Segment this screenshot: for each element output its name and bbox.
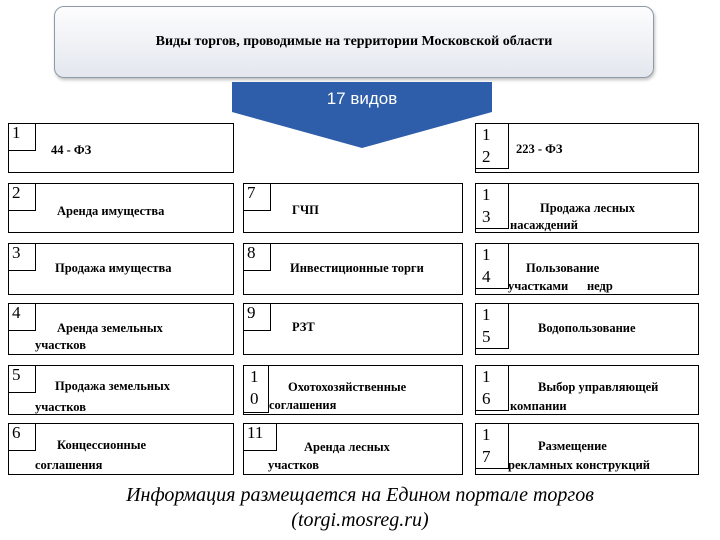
item-label-line2: участками недр (508, 279, 613, 293)
item-label-line1: Аренда земельных (57, 321, 163, 335)
item-label: 44 - ФЗ (51, 143, 92, 157)
list-item (243, 423, 463, 475)
item-label-line1: Концессионные (57, 438, 147, 452)
footer-line-2: (torgi.mosreg.ru) (291, 509, 429, 531)
header-title: Виды торгов, проводимые на территории Московской области (155, 34, 553, 49)
item-label-line2: участков (35, 400, 86, 414)
footer-line-1: Информация размещается на Едином портале торгов (126, 484, 594, 506)
item-number-digit-2: 3 (482, 207, 491, 226)
list-item (475, 243, 699, 295)
item-number (475, 423, 509, 469)
item-number: 4 (8, 303, 36, 331)
item-number-digit-2: 4 (482, 267, 491, 286)
list-item (8, 243, 234, 295)
list-item (8, 423, 234, 475)
item-number: 1 (8, 123, 36, 151)
item-label: Инвестиционные торги (290, 261, 424, 275)
item-number: 5 (8, 365, 36, 393)
item-label-line1: Размещение (538, 439, 607, 453)
arrow-label: 17 видов (326, 89, 398, 108)
item-number: 8 (243, 243, 271, 271)
item-label-line1: Выбор управляющей (538, 380, 659, 394)
list-item (475, 183, 699, 233)
item-number-digit-2: 7 (482, 447, 491, 466)
item-label-line2: насаждений (510, 218, 578, 232)
list-item (243, 183, 463, 233)
item-label-line1: Продажа земельных (55, 379, 171, 393)
list-item (8, 183, 234, 233)
item-number-digit-2: 0 (250, 389, 259, 408)
item-number-digit-1: 1 (482, 425, 491, 444)
list-item (475, 303, 699, 355)
list-item (8, 303, 234, 355)
item-number: 6 (8, 423, 36, 451)
list-item (243, 365, 463, 415)
list-item (475, 123, 699, 173)
item-number: 2 (8, 183, 36, 211)
item-label-line2: рекламных конструкций (508, 458, 650, 472)
item-number-digit-1: 1 (482, 125, 491, 144)
item-number-digit-2: 6 (482, 389, 491, 408)
item-number: 11 (243, 423, 277, 451)
item-label-line2: компании (510, 399, 567, 413)
item-number: 3 (8, 243, 36, 271)
item-label-line1: Пользование (526, 261, 600, 275)
item-label: 223 - ФЗ (516, 142, 563, 156)
item-label-line1: Охотохозяйственные (288, 380, 407, 394)
item-number-digit-1: 1 (482, 245, 491, 264)
item-label: Аренда имущества (57, 204, 165, 218)
item-number: 9 (243, 303, 271, 331)
item-number-digit-2: 2 (482, 147, 491, 166)
item-label: ГЧП (292, 203, 319, 217)
item-number-digit-2: 5 (482, 327, 491, 346)
item-number (475, 303, 509, 349)
list-item (243, 243, 463, 295)
list-item (8, 123, 234, 173)
list-item (475, 423, 699, 475)
item-label: РЗТ (292, 320, 315, 334)
list-item (243, 303, 463, 355)
list-item (8, 365, 234, 415)
item-label: Продажа имущества (55, 261, 172, 275)
item-number-digit-1: 1 (482, 305, 491, 324)
item-number: 7 (243, 183, 271, 211)
item-number-digit-1: 1 (250, 367, 259, 386)
item-number (475, 183, 509, 229)
item-number-digit-1: 1 (482, 185, 491, 204)
footer-note (0, 483, 720, 533)
item-label-line1: Продажа лесных (540, 201, 636, 215)
item-label: Водопользование (538, 321, 636, 335)
header-title-box (54, 6, 654, 78)
item-number (243, 365, 269, 413)
item-label-line2: соглашения (35, 458, 103, 472)
item-number-digit-1: 1 (482, 367, 491, 386)
item-number (475, 365, 509, 411)
item-label-line2: соглашения (269, 398, 337, 412)
list-item (475, 365, 699, 415)
item-label-line2: участков (35, 338, 86, 352)
item-number (475, 123, 509, 169)
item-label-line2: участков (268, 458, 319, 472)
item-label-line1: Аренда лесных (304, 440, 390, 454)
item-number (475, 243, 509, 289)
